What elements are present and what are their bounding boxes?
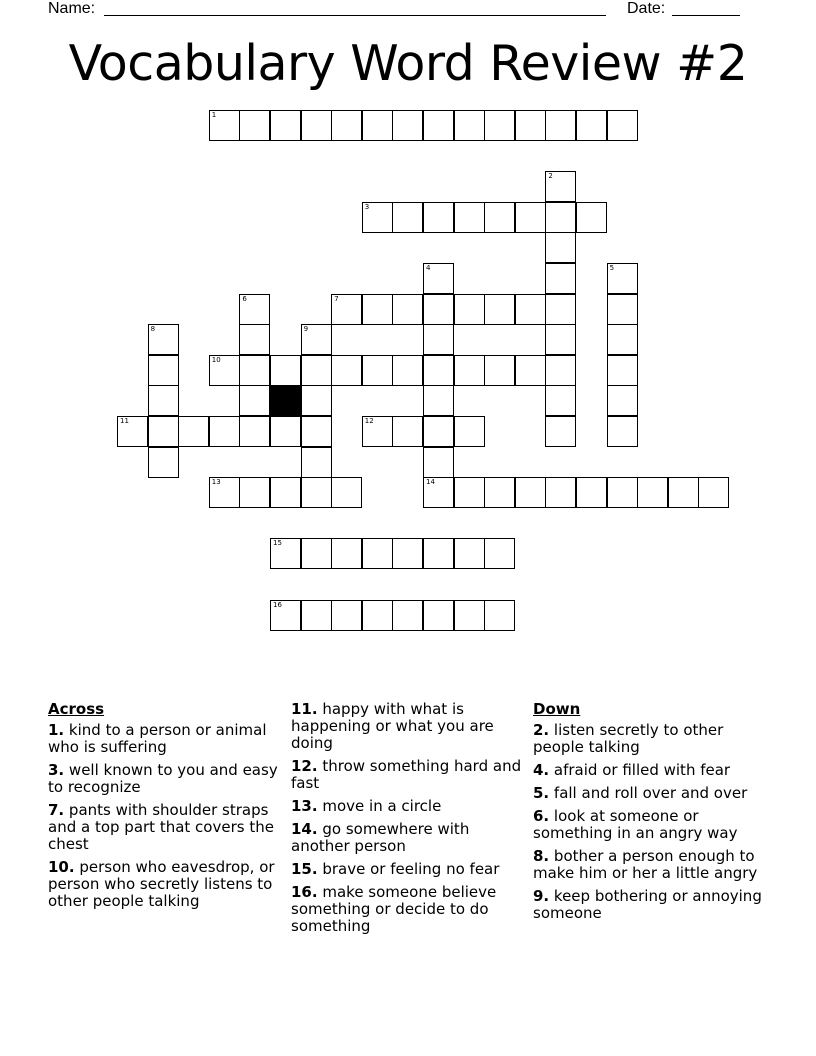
across-clue-list xyxy=(48,722,284,910)
clue-number: 7 xyxy=(334,294,339,303)
grid-cell[interactable] xyxy=(607,416,638,447)
grid-cell[interactable] xyxy=(148,416,179,447)
grid-cell[interactable] xyxy=(545,416,576,447)
grid-cell[interactable] xyxy=(607,110,638,141)
grid-cell[interactable] xyxy=(484,294,515,325)
clue-number: 8 xyxy=(150,325,156,334)
clue-item-number: 10. xyxy=(48,858,75,876)
grid-cell[interactable] xyxy=(484,355,515,386)
grid-cell[interactable] xyxy=(270,538,301,569)
clue-item-number: 4. xyxy=(533,761,550,779)
clue-item xyxy=(48,859,284,910)
clue-number: 5 xyxy=(609,264,615,272)
clue-item xyxy=(533,762,769,779)
clue-number: 10 xyxy=(211,355,221,364)
grid-cell[interactable] xyxy=(239,477,270,508)
grid-cell[interactable] xyxy=(607,263,638,294)
grid-cell[interactable] xyxy=(545,294,576,325)
grid-cell[interactable] xyxy=(545,110,576,141)
clue-item-number: 1. xyxy=(48,721,65,739)
clue-item-text: happy with what is happening or what you are doing xyxy=(291,700,494,752)
clue-item xyxy=(48,802,284,853)
clue-number: 14 xyxy=(426,478,435,487)
clue-item-number: 11. xyxy=(291,700,318,718)
across-clue-list-continued xyxy=(291,701,527,935)
grid-cell[interactable] xyxy=(545,171,576,202)
grid-cell[interactable] xyxy=(301,600,332,631)
clue-item-text: kind to a person or animal who is suffering xyxy=(48,721,267,756)
grid-cell[interactable] xyxy=(423,538,454,569)
clue-item xyxy=(291,701,527,752)
grid-cell[interactable] xyxy=(454,110,485,141)
grid-cell[interactable] xyxy=(637,477,668,508)
grid-cell[interactable] xyxy=(362,538,393,569)
grid-cell[interactable] xyxy=(423,355,454,386)
grid-cell[interactable] xyxy=(301,110,332,141)
clue-number: 9 xyxy=(303,325,309,334)
grid-cell[interactable] xyxy=(239,110,270,141)
grid-cell[interactable] xyxy=(209,355,240,386)
clue-number: 11 xyxy=(120,417,129,425)
grid-cell[interactable] xyxy=(117,416,148,447)
grid-cell[interactable] xyxy=(423,263,454,294)
clue-item-text: afraid or filled with fear xyxy=(553,761,731,779)
clue-item xyxy=(533,808,769,842)
clue-item-number: 16. xyxy=(291,883,318,901)
grid-cell[interactable] xyxy=(209,110,240,141)
grid-cell[interactable] xyxy=(331,355,362,386)
grid-cell[interactable] xyxy=(515,294,546,325)
clue-item xyxy=(48,722,284,756)
clue-item xyxy=(291,798,527,815)
clue-number: 1 xyxy=(211,111,217,119)
grid-cell[interactable] xyxy=(270,110,301,141)
grid-cell[interactable] xyxy=(239,294,270,325)
clue-item-number: 5. xyxy=(533,784,550,802)
grid-cell[interactable] xyxy=(362,355,393,386)
grid-cell[interactable] xyxy=(423,294,454,325)
clue-item-text: well known to you and easy to recognize xyxy=(48,761,278,796)
grid-cell[interactable] xyxy=(454,538,485,569)
grid-cell[interactable] xyxy=(301,447,332,478)
grid-cell[interactable] xyxy=(484,202,515,233)
grid-cell[interactable] xyxy=(454,600,485,631)
clue-item-number: 3. xyxy=(48,761,65,779)
grid-cell[interactable] xyxy=(545,202,576,233)
grid-cell[interactable] xyxy=(515,202,546,233)
clue-item-text: pants with shoulder straps and a top part that covers the chest xyxy=(48,801,274,853)
grid-cell[interactable] xyxy=(607,355,638,386)
grid-cell[interactable] xyxy=(331,600,362,631)
grid-cell[interactable] xyxy=(484,477,515,508)
clue-item xyxy=(48,762,284,796)
clue-item-text: bother a person enough to make him or her a little angry xyxy=(533,847,758,882)
clue-item-text: move in a circle xyxy=(322,797,442,815)
clue-item-number: 15. xyxy=(291,860,318,878)
down-clues-column xyxy=(533,701,769,928)
grid-cell[interactable] xyxy=(545,385,576,416)
clue-item-number: 9. xyxy=(533,887,550,905)
grid-cell[interactable] xyxy=(545,355,576,386)
grid-cell[interactable] xyxy=(423,600,454,631)
grid-cell[interactable] xyxy=(515,355,546,386)
grid-cell[interactable] xyxy=(331,538,362,569)
grid-cell[interactable] xyxy=(392,600,423,631)
grid-cell[interactable] xyxy=(392,355,423,386)
grid-cell[interactable] xyxy=(515,110,546,141)
grid-cell[interactable] xyxy=(454,416,485,447)
clue-item-number: 7. xyxy=(48,801,65,819)
grid-cell[interactable] xyxy=(423,324,454,355)
grid-cell[interactable] xyxy=(148,355,179,386)
grid-cell[interactable] xyxy=(331,294,362,325)
grid-cell[interactable] xyxy=(484,538,515,569)
clue-item xyxy=(533,888,769,922)
grid-cell[interactable] xyxy=(576,202,607,233)
grid-cell[interactable] xyxy=(331,110,362,141)
grid-cell[interactable] xyxy=(239,324,270,355)
grid-cell[interactable] xyxy=(392,416,423,447)
clue-item-number: 6. xyxy=(533,807,550,825)
down-clue-list xyxy=(533,722,769,922)
grid-cell[interactable] xyxy=(239,416,270,447)
grid-cell[interactable] xyxy=(239,385,270,416)
clue-item xyxy=(533,848,769,882)
grid-cell[interactable] xyxy=(362,600,393,631)
clue-item-number: 14. xyxy=(291,820,318,838)
clue-item-text: make someone believe something or decide to do something xyxy=(291,883,497,935)
grid-cell[interactable] xyxy=(484,600,515,631)
grid-cell[interactable] xyxy=(698,477,729,508)
clue-item xyxy=(291,758,527,792)
down-heading: Down xyxy=(533,700,581,718)
grid-cell[interactable] xyxy=(392,294,423,325)
grid-cell[interactable] xyxy=(362,416,393,447)
page-title: Vocabulary Word Review #2 xyxy=(68,35,748,92)
clue-item-text: throw something hard and fast xyxy=(291,757,522,792)
clue-item xyxy=(291,861,527,878)
clue-number: 15 xyxy=(273,539,282,548)
grid-cell[interactable] xyxy=(301,355,332,386)
grid-cell[interactable] xyxy=(270,355,301,386)
grid-cell[interactable] xyxy=(423,447,454,478)
clue-item-number: 2. xyxy=(533,721,550,739)
clue-number: 12 xyxy=(364,417,374,425)
clue-item-text: keep bothering or annoying someone xyxy=(533,887,762,922)
grid-cell[interactable] xyxy=(576,110,607,141)
clue-item-text: brave or feeling no fear xyxy=(322,860,500,878)
grid-cell[interactable] xyxy=(423,416,454,447)
grid-cell[interactable] xyxy=(454,202,485,233)
grid-cell[interactable] xyxy=(545,324,576,355)
clue-item-text: person who eavesdrop, or person who secretly listens to other people talking xyxy=(48,858,275,910)
clue-item xyxy=(533,785,769,802)
clue-item-number: 8. xyxy=(533,847,550,865)
grid-cell[interactable] xyxy=(576,477,607,508)
across-clues-column-2 xyxy=(291,701,527,941)
clue-item-text: listen secretly to other people talking xyxy=(533,721,724,756)
clue-item-text: look at someone or something in an angry way xyxy=(533,807,738,842)
grid-cell[interactable] xyxy=(178,416,209,447)
clue-number: 2 xyxy=(548,172,553,181)
grid-cell[interactable] xyxy=(668,477,699,508)
clue-item-number: 13. xyxy=(291,797,318,815)
grid-cell[interactable] xyxy=(545,232,576,263)
grid-cell[interactable] xyxy=(148,324,179,355)
grid-cell[interactable] xyxy=(148,447,179,478)
grid-cell[interactable] xyxy=(301,385,332,416)
grid-cell[interactable] xyxy=(607,324,638,355)
grid-cell[interactable] xyxy=(423,202,454,233)
grid-cell[interactable] xyxy=(362,202,393,233)
grid-cell[interactable] xyxy=(239,355,270,386)
grid-cell[interactable] xyxy=(484,110,515,141)
grid-cell[interactable] xyxy=(301,538,332,569)
grid-cell[interactable] xyxy=(454,355,485,386)
grid-cell[interactable] xyxy=(270,477,301,508)
clue-number: 3 xyxy=(364,202,370,211)
grid-cell[interactable] xyxy=(392,202,423,233)
clue-number: 16 xyxy=(273,600,282,609)
grid-cell[interactable] xyxy=(423,110,454,141)
grid-cell[interactable] xyxy=(301,477,332,508)
clue-item-text: go somewhere with another person xyxy=(291,820,470,855)
grid-cell[interactable] xyxy=(423,385,454,416)
grid-cell[interactable] xyxy=(454,294,485,325)
across-heading: Across xyxy=(48,700,105,718)
grid-cell[interactable] xyxy=(362,294,393,325)
black-square xyxy=(270,385,301,416)
grid-cell[interactable] xyxy=(209,416,240,447)
grid-cell[interactable] xyxy=(545,477,576,508)
grid-cell[interactable] xyxy=(148,385,179,416)
clue-number: 13 xyxy=(211,478,221,487)
name-label: Name: xyxy=(48,0,96,17)
grid-cell[interactable] xyxy=(423,477,454,508)
grid-cell[interactable] xyxy=(607,385,638,416)
grid-cell[interactable] xyxy=(545,263,576,294)
date-label: Date: xyxy=(627,0,666,17)
clue-number: 6 xyxy=(242,294,247,303)
grid-cell[interactable] xyxy=(392,110,423,141)
grid-cell[interactable] xyxy=(515,477,546,508)
grid-cell[interactable] xyxy=(607,294,638,325)
grid-cell[interactable] xyxy=(392,538,423,569)
grid-cell[interactable] xyxy=(331,477,362,508)
clue-item-number: 12. xyxy=(291,757,318,775)
clue-number: 4 xyxy=(426,264,431,272)
grid-cell[interactable] xyxy=(301,324,332,355)
grid-cell[interactable] xyxy=(607,477,638,508)
clue-item-text: fall and roll over and over xyxy=(553,784,748,802)
grid-cell[interactable] xyxy=(209,477,240,508)
grid-cell[interactable] xyxy=(270,416,301,447)
clue-item xyxy=(291,884,527,935)
grid-cell[interactable] xyxy=(454,477,485,508)
grid-cell[interactable] xyxy=(362,110,393,141)
clue-item xyxy=(291,821,527,855)
across-clues-column xyxy=(48,701,284,916)
grid-cell[interactable] xyxy=(301,416,332,447)
grid-cell[interactable] xyxy=(270,600,301,631)
clue-item xyxy=(533,722,769,756)
